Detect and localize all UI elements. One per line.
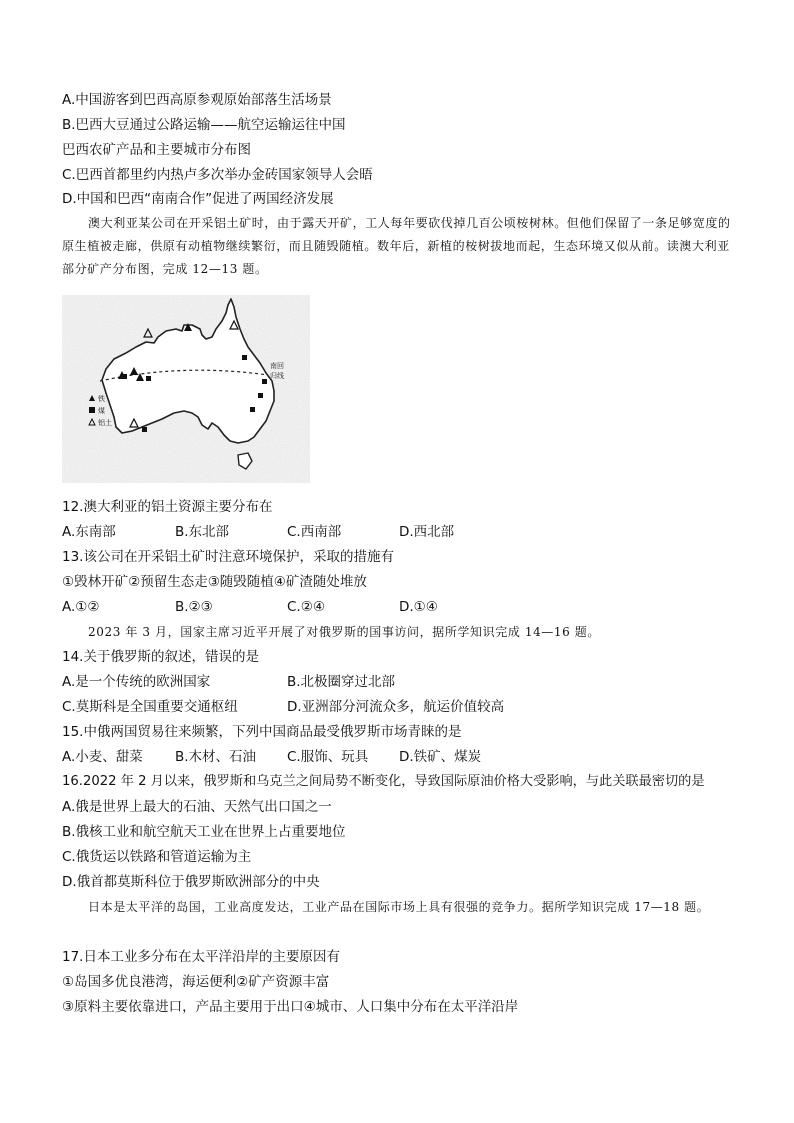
tropic-label-line-2: 归线 — [270, 372, 284, 380]
question-13-items: ①毁林开矿②预留生态走③随毁随植④矿渣随处堆放 — [62, 574, 367, 590]
legend-coal-label: 煤 — [98, 407, 105, 415]
q12-option-d[interactable]: D.西北部 — [399, 524, 455, 540]
passage-russia: 2023 年 3 月，国家主席习近平开展了对俄罗斯的国事访问，据所学知识完成 14—16 题。 — [88, 625, 600, 639]
coal-marker — [122, 374, 127, 379]
q15-option-a[interactable]: A.小麦、甜菜 — [62, 749, 143, 765]
question-15-stem: 15.中俄两国贸易往来频繁，下列中国商品最受俄罗斯市场青睐的是 — [62, 724, 462, 740]
q16-option-b[interactable]: B.俄核工业和航空航天工业在世界上占重要地位 — [62, 824, 346, 840]
q13-option-a[interactable]: A.①② — [62, 599, 100, 615]
question-12-stem: 12.澳大利亚的铝土资源主要分布在 — [62, 499, 273, 515]
australia-mineral-map — [62, 295, 310, 483]
q13-option-c[interactable]: C.②④ — [287, 599, 325, 615]
coal-marker — [146, 376, 151, 381]
legend-iron-label: 铁 — [98, 395, 105, 403]
coal-marker — [250, 407, 255, 412]
option-line-d: D.中国和巴西“南南合作”促进了两国经济发展 — [62, 191, 334, 207]
q12-option-b[interactable]: B.东北部 — [175, 524, 230, 540]
question-17-stem: 17.日本工业多分布在太平洋沿岸的主要原因有 — [62, 949, 340, 965]
option-line-b: B.巴西大豆通过公路运输——航空运输运往中国 — [62, 117, 346, 133]
q13-option-d[interactable]: D.①④ — [399, 599, 438, 615]
q13-option-b[interactable]: B.②③ — [175, 599, 213, 615]
coal-marker — [262, 379, 267, 384]
coal-marker — [142, 427, 147, 432]
legend-bauxite-label: 铝土 — [98, 419, 112, 427]
legend-coal-symbol — [89, 407, 95, 413]
q12-option-c[interactable]: C.西南部 — [287, 524, 342, 540]
q12-option-a[interactable]: A.东南部 — [62, 524, 116, 540]
question-13-stem: 13.该公司在开采铝土矿时注意环境保护，采取的措施有 — [62, 549, 394, 565]
passage-australia: 澳大利亚某公司在开采铝土矿时，由于露天开矿，工人每年要砍伐掉几百公顷桉树林。但他们保留了一条足够宽度的原生植被走廊，供原有动植物继续繁衍，而且随毁随植。数年后，新植的桉树拔地而起，生态环境又似从前。读澳大利亚部分矿产分布图，完成 12—13 题。 — [62, 216, 731, 276]
question-17-items-1: ①岛国多优良港湾，海运便利②矿产资源丰富 — [62, 974, 330, 990]
q14-option-d[interactable]: D.亚洲部分河流众多，航运价值较高 — [287, 699, 505, 715]
option-line-c: C.巴西首都里约内热卢多次举办金砖国家领导人会晤 — [62, 167, 373, 183]
q14-option-a[interactable]: A.是一个传统的欧洲国家 — [62, 674, 211, 690]
option-line-a: A.中国游客到巴西高原参观原始部落生活场景 — [62, 92, 332, 108]
map-caption-brazil: 巴西农矿产品和主要城市分布图 — [62, 142, 251, 158]
q16-option-a[interactable]: A.俄是世界上最大的石油、天然气出口国之一 — [62, 799, 332, 815]
q15-option-b[interactable]: B.木材、石油 — [175, 749, 257, 765]
q16-option-d[interactable]: D.俄首都莫斯科位于俄罗斯欧洲部分的中央 — [62, 874, 320, 890]
coal-marker — [242, 355, 247, 360]
question-16-stem: 16.2022 年 2 月以来，俄罗斯和乌克兰之间局势不断变化，导致国际原油价格大受影响，与此关联最密切的是 — [62, 774, 705, 789]
q14-option-c[interactable]: C.莫斯科是全国重要交通枢纽 — [62, 699, 238, 715]
question-14-stem: 14.关于俄罗斯的叙述，错误的是 — [62, 649, 259, 665]
coal-marker — [258, 393, 263, 398]
q15-option-d[interactable]: D.铁矿、煤炭 — [399, 749, 482, 765]
question-17-items-2: ③原料主要依靠进口，产品主要用于出口④城市、人口集中分布在太平洋沿岸 — [62, 999, 519, 1015]
q16-option-c[interactable]: C.俄货运以铁路和管道运输为主 — [62, 849, 252, 865]
tropic-label-line-1: 南回 — [270, 362, 284, 370]
q15-option-c[interactable]: C.服饰、玩具 — [287, 749, 369, 765]
q14-option-b[interactable]: B.北极圈穿过北部 — [287, 674, 396, 690]
passage-japan: 日本是太平洋的岛国，工业高度发达，工业产品在国际市场上具有很强的竞争力。据所学知识完成 17—18 题。 — [88, 900, 710, 914]
